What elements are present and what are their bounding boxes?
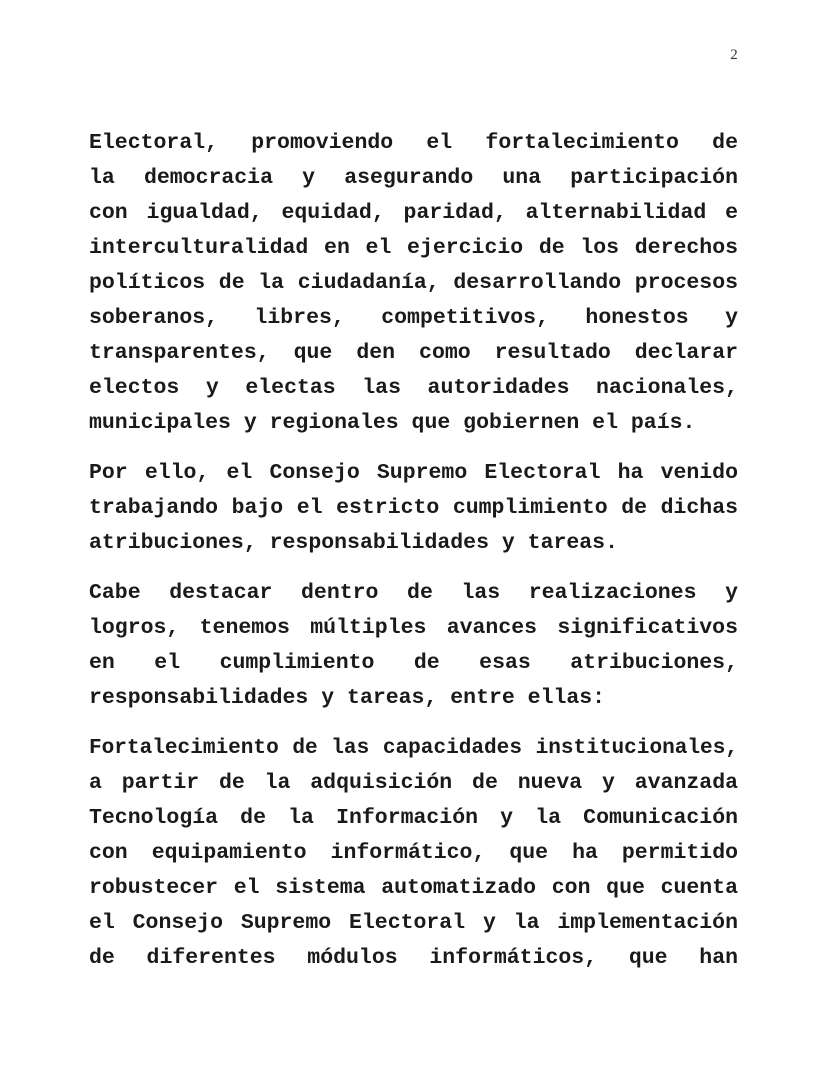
text-line: a partir de la adquisición de nueva y avanzada [89, 771, 738, 795]
text-line: la democracia y asegurando una participación [89, 166, 738, 190]
text-line: logros, tenemos múltiples avances significativos [89, 616, 738, 640]
text-line: interculturalidad en el ejercicio de los derechos [89, 236, 738, 260]
text-line: transparentes, que den como resultado declarar [89, 341, 738, 365]
text-line: Electoral, promoviendo el fortalecimiento de [89, 131, 738, 155]
text-line: responsabilidades y tareas, entre ellas: [89, 686, 606, 710]
text-line: soberanos, libres, competitivos, honestos y [89, 306, 738, 330]
text-line: atribuciones, responsabilidades y tareas. [89, 531, 618, 555]
text-line: Tecnología de la Información y la Comunicación [89, 806, 738, 830]
page-number: 2 [730, 47, 738, 63]
text-line: de diferentes módulos informáticos, que han [89, 946, 738, 970]
text-line: municipales y regionales que gobiernen el país. [89, 411, 696, 435]
paragraph-mission [89, 126, 738, 441]
document-body [89, 126, 738, 991]
paragraph-por-ello [89, 456, 738, 561]
text-line: con equipamiento informático, que ha permitido [89, 841, 738, 865]
text-line: robustecer el sistema automatizado con que cuenta [89, 876, 738, 900]
text-line: políticos de la ciudadanía, desarrollando procesos [89, 271, 738, 295]
text-line: trabajando bajo el estricto cumplimiento de dichas [89, 496, 738, 520]
paragraph-fortalecimiento [89, 731, 738, 976]
text-line: el Consejo Supremo Electoral y la implementación [89, 911, 738, 935]
text-line: en el cumplimiento de esas atribuciones, [89, 651, 738, 675]
text-line: con igualdad, equidad, paridad, alternabilidad e [89, 201, 738, 225]
text-line: Cabe destacar dentro de las realizaciones y [89, 581, 738, 605]
text-line: Por ello, el Consejo Supremo Electoral ha venido [89, 461, 738, 485]
text-line: electos y electas las autoridades nacionales, [89, 376, 738, 400]
text-line: Fortalecimiento de las capacidades institucionales, [89, 736, 738, 760]
paragraph-cabe-destacar [89, 576, 738, 716]
